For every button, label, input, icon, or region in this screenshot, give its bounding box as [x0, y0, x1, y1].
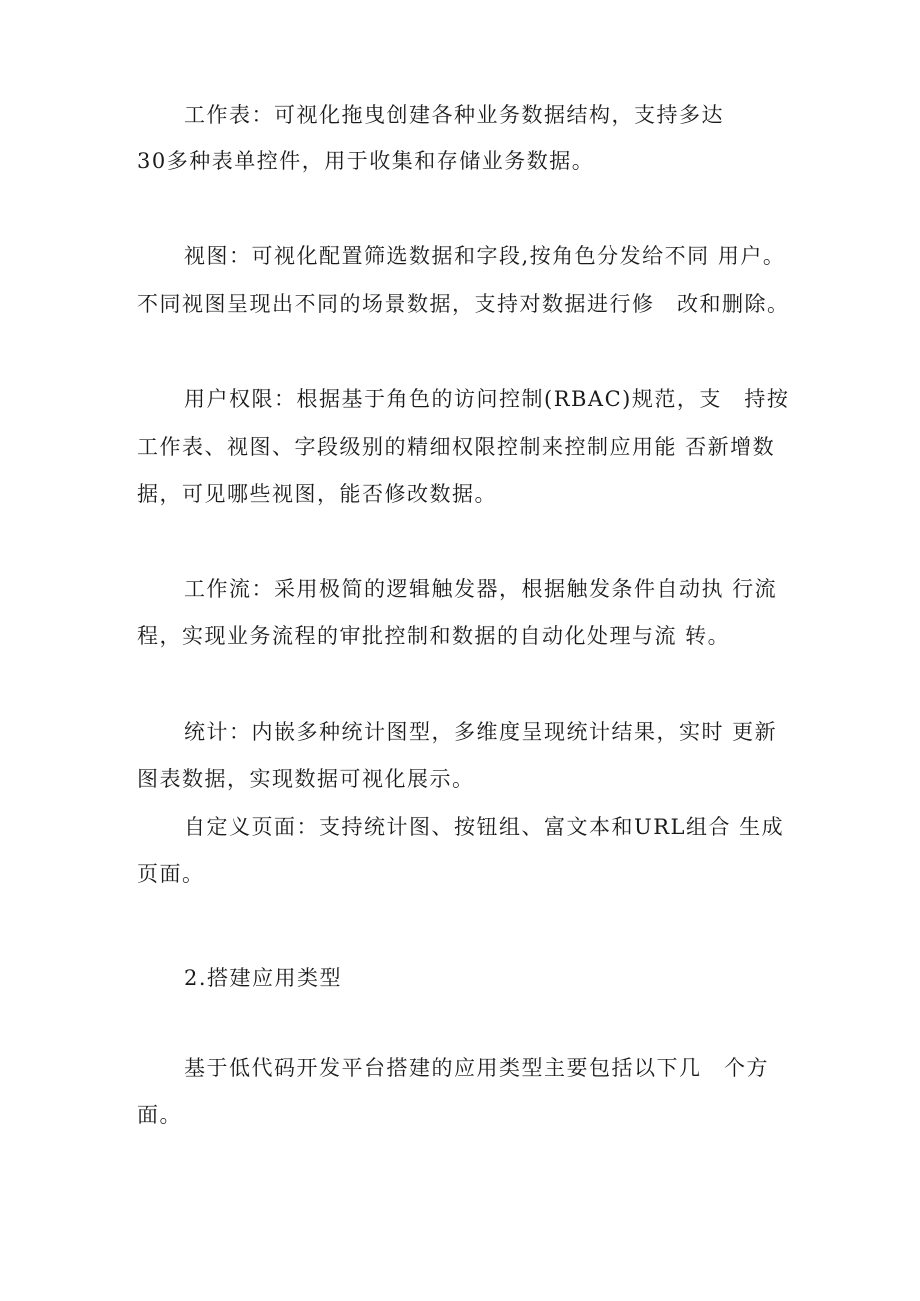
statistics-paragraph-line-2: 图表数据，实现数据可视化展示。: [137, 767, 475, 791]
permission-paragraph-line-3: 据，可见哪些视图，能否修改数据。: [137, 482, 497, 506]
workflow-paragraph-line-1: 工作流：采用极简的逻辑触发器，根据触发条件自动执 行流: [184, 577, 778, 601]
permission-paragraph-line-1: 用户权限：根据基于角色的访问控制(RBAC)规范，支 持按: [184, 387, 790, 411]
view-paragraph-line-1: 视图：可视化配置筛选数据和字段,按角色分发给不同 用户。: [184, 244, 786, 268]
permission-paragraph-line-2: 工作表、视图、字段级别的精细权限控制来控制应用能 否新增数: [137, 435, 776, 459]
custom-page-paragraph-line-2: 页面。: [137, 862, 205, 886]
section-heading: 2.搭建应用类型: [184, 966, 343, 990]
statistics-paragraph-line-1: 统计：内嵌多种统计图型，多维度呈现统计结果，实时 更新: [184, 720, 778, 744]
workflow-paragraph-line-2: 程，实现业务流程的审批控制和数据的自动化处理与流 转。: [137, 624, 731, 648]
custom-page-paragraph-line-1: 自定义页面：支持统计图、按钮组、富文本和URL组合 生成: [184, 815, 785, 839]
worksheet-paragraph-line-1: 工作表：可视化拖曳创建各种业务数据结构，支持多达: [184, 103, 724, 127]
worksheet-paragraph-line-2: 30多种表单控件，用于收集和存储业务数据。: [137, 149, 595, 173]
view-paragraph-line-2: 不同视图呈现出不同的场景数据，支持对数据进行修 改和删除。: [137, 292, 790, 316]
app-types-paragraph-line-2: 面。: [137, 1103, 182, 1127]
app-types-paragraph-line-1: 基于低代码开发平台搭建的应用类型主要包括以下几 个方: [184, 1056, 769, 1080]
